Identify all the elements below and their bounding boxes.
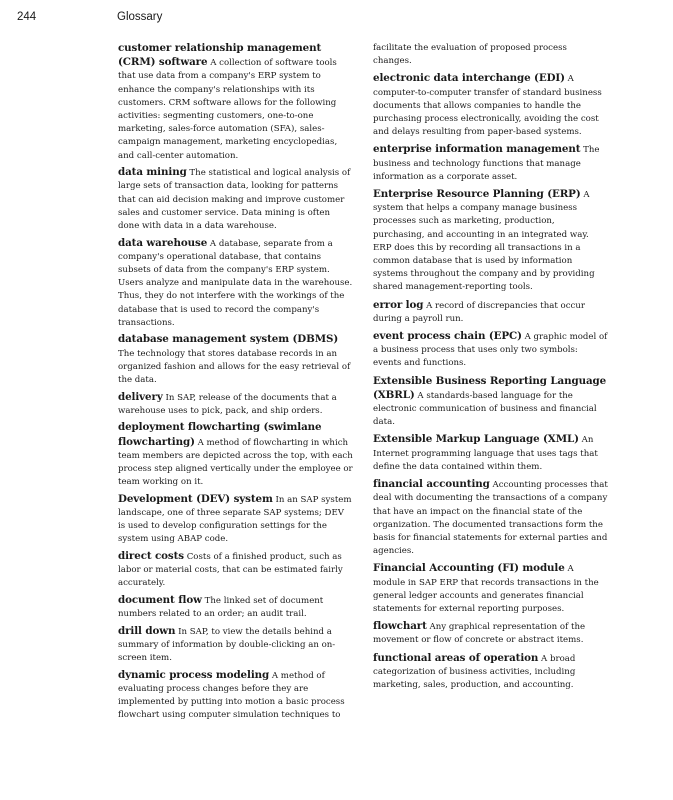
glossary-definition: A standards-based language for the electronic communication of business and financial data.: [373, 390, 597, 428]
glossary-term: enterprise information management: [373, 143, 581, 156]
glossary-term: dynamic process modeling: [118, 668, 270, 681]
glossary-entry: [118, 550, 353, 591]
glossary-entry: [373, 652, 608, 693]
glossary-entry: [373, 620, 608, 647]
glossary-column-left: [118, 42, 353, 726]
glossary-definition: A graphic model of a business process that uses only two symbols: events and functions.: [373, 332, 608, 369]
glossary-definition: Any graphical representation of the movement or flow of concrete or abstract items.: [373, 622, 586, 646]
glossary-term: delivery: [118, 390, 163, 403]
glossary-definition: In SAP, release of the documents that a warehouse uses to pick, pack, and ship orders.: [118, 392, 337, 416]
glossary-term: direct costs: [118, 550, 184, 563]
glossary-term: drill down: [118, 624, 176, 637]
glossary-entry: [118, 669, 353, 723]
glossary-entry: [118, 594, 353, 621]
glossary-entry: [373, 562, 608, 616]
glossary-definition: A broad categorization of business activities, including marketing, sales, production, and accounting.: [373, 653, 576, 690]
glossary-term: Extensible Markup Language (XML): [373, 433, 579, 446]
glossary-entry: [373, 433, 608, 474]
glossary-term: data mining: [118, 166, 187, 179]
glossary-term: Development (DEV) system: [118, 492, 273, 505]
glossary-term: flowchart: [373, 620, 427, 633]
glossary-definition: The statistical and logical analysis of large sets of transaction data, looking for patterns that can aid decision making and improve customer sales and customer service. Data mining is often done with data in a data warehouse.: [118, 168, 351, 232]
glossary-entry: [373, 330, 608, 371]
glossary-term: customer relationship management (CRM) software: [118, 42, 322, 69]
glossary-entry: [373, 188, 608, 295]
glossary-term: electronic data interchange (EDI): [373, 72, 565, 85]
glossary-definition: The linked set of document numbers related to an order; an audit trail.: [118, 596, 324, 620]
glossary-term: data warehouse: [118, 236, 208, 249]
glossary-term: Enterprise Resource Planning (ERP): [373, 188, 581, 201]
glossary-definition: A method of flowcharting in which team members are depicted across the top, with each process step aligned vertically under the employee or team working on it.: [118, 437, 353, 488]
glossary-entry: [118, 493, 353, 547]
glossary-definition: Accounting processes that deal with documenting the transactions of a company that have an impact on the financial state of the organization. The documented transactions form the basis for financial statements for external parties and agencies.: [373, 480, 608, 557]
glossary-entry: [118, 166, 353, 233]
glossary-entry: [118, 333, 353, 387]
glossary-term: document flow: [118, 594, 202, 607]
glossary-definition: A collection of software tools that use data from a company's ERP system to enhance the company's relationships with its customers. CRM software allows for the following activities: segmenting customers, one-to-one marketing, sales-force automation (SFA), sales-campaign management, marketing encyclopedias, and call-center automation.: [118, 58, 338, 161]
glossary-term: database management system (DBMS): [118, 333, 339, 346]
glossary-entry-continued: [373, 42, 608, 68]
glossary-definition: Costs of a finished product, such as labor or material costs, that can be estimated fairly accurately.: [118, 552, 343, 589]
glossary-entry: [118, 237, 353, 330]
page-number: 244: [17, 11, 37, 23]
glossary-definition: The business and technology functions that manage information as a corporate asset.: [373, 145, 600, 182]
glossary-entry: [373, 72, 608, 139]
running-head: Glossary: [117, 11, 163, 23]
glossary-entry: [373, 478, 608, 558]
glossary-entry: [118, 625, 353, 666]
page-header: [0, 11, 673, 27]
glossary-term: financial accounting: [373, 478, 490, 491]
glossary-entry: [373, 299, 608, 326]
glossary-term: functional areas of operation: [373, 651, 539, 664]
glossary-entry: [118, 391, 353, 418]
glossary-term: error log: [373, 298, 424, 311]
glossary-column-right: [373, 42, 608, 696]
glossary-definition: In an SAP system landscape, one of three separate SAP systems; DEV is used to develop configuration settings for the system using ABAP code.: [118, 494, 352, 545]
glossary-definition: A computer-to-computer transfer of standard business documents that allows companies to handle the purchasing process electronically, avoiding the cost and delays resulting from paper-based systems.: [373, 74, 602, 138]
glossary-definition: A system that helps a company manage business processes such as marketing, production, purchasing, and accounting in an integrated way. ERP does this by recording all transactions in a common database that is used by information systems throughout the company and by providing shared management-reporting tools.: [373, 190, 595, 293]
glossary-entry: [118, 421, 353, 489]
glossary-definition: A record of discrepancies that occur during a payroll run.: [373, 300, 585, 324]
glossary-definition: A database, separate from a company's operational database, that contains subsets of data from the company's ERP system. Users analyze and manipulate data in the warehouse. Thus, they do not interfere with the workings of the database that is used to record the company's transactions.: [118, 238, 353, 328]
glossary-definition: facilitate the evaluation of proposed process changes.: [373, 43, 567, 67]
glossary-entry: [118, 42, 353, 163]
glossary-definition: An Internet programming language that uses tags that define the data contained within them.: [373, 435, 598, 472]
glossary-definition: The technology that stores database records in an organized fashion and allows for the easy retrieval of the data.: [118, 348, 351, 386]
glossary-entry: [373, 375, 608, 430]
glossary-entry: [373, 143, 608, 184]
glossary-definition: A module in SAP ERP that records transactions in the general ledger accounts and generates financial statements for external reporting purposes.: [373, 564, 599, 614]
glossary-term: event process chain (EPC): [373, 330, 522, 343]
glossary-term: Extensible Business Reporting Language (XBRL): [373, 374, 607, 401]
glossary-term: deployment flowcharting (swimlane flowcharting): [118, 421, 322, 448]
glossary-definition: In SAP, to view the details behind a summary of information by double-clicking an on-screen item.: [118, 626, 336, 664]
glossary-definition: A method of evaluating process changes before they are implemented by putting into motion a basic process flowchart using computer simulation techniques to: [118, 670, 345, 721]
glossary-term: Financial Accounting (FI) module: [373, 562, 565, 575]
